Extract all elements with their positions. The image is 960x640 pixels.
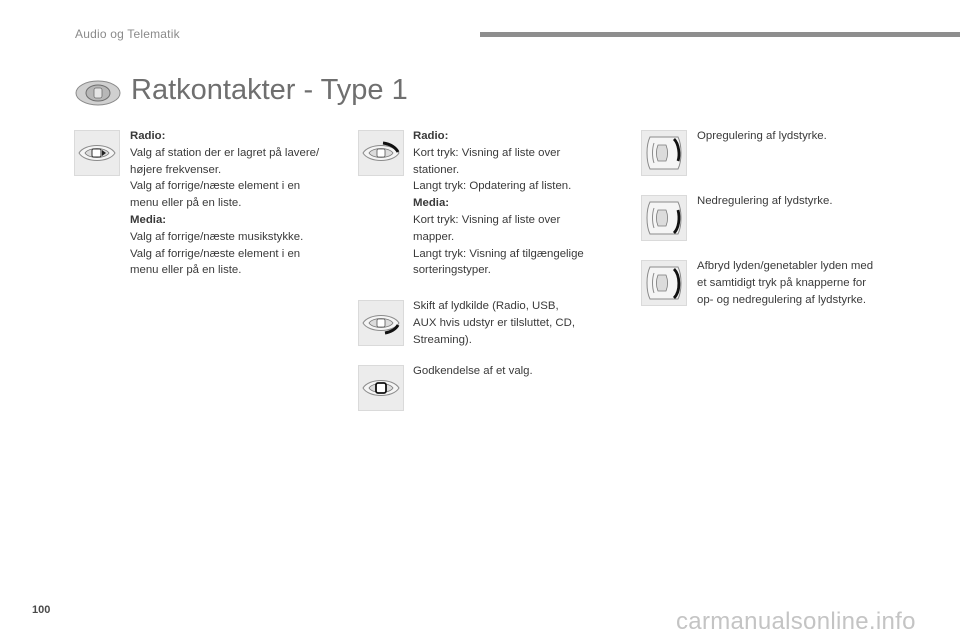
col2-line: mapper. <box>413 230 455 243</box>
confirm-switch-thumbnail <box>358 365 404 411</box>
col3-line: et samtidigt tryk på knapperne for <box>697 276 867 289</box>
col1-line: menu eller på en liste. <box>130 264 242 277</box>
col1-line: Radio: <box>130 130 166 142</box>
col3-item3-text <box>697 258 873 308</box>
col1-text <box>130 128 319 279</box>
col3-line: op- og nedregulering af lydstyrke. <box>697 293 867 306</box>
seek-switch-thumbnail <box>74 130 120 176</box>
col2-line: Streaming). <box>413 333 472 346</box>
col3-item1-text <box>697 128 827 145</box>
section-header: Audio og Telematik <box>75 27 180 41</box>
col1-line: Valg af forrige/næste musikstykke. <box>130 230 304 243</box>
steering-control-list-icon <box>359 131 403 175</box>
col2-line: Godkendelse af et valg. <box>413 365 533 377</box>
col2-line: Media: <box>413 197 450 210</box>
steering-switch-icon <box>74 78 122 108</box>
volume-up-thumbnail <box>641 130 687 176</box>
col2-item3-text <box>413 363 533 380</box>
col2-line: Kort tryk: Visning af liste over <box>413 146 561 159</box>
col2-line: Kort tryk: Visning af liste over <box>413 213 561 226</box>
col2-line: AUX hvis udstyr er tilsluttet, CD, <box>413 316 576 329</box>
col1-line: Valg af station der er lagret på lavere/ <box>130 146 320 159</box>
mute-control-icon <box>642 261 686 305</box>
col3-line: Nedregulering af lydstyrke. <box>697 195 833 207</box>
source-switch-thumbnail <box>358 300 404 346</box>
steering-control-source-icon <box>359 301 403 345</box>
col3-line: Afbryd lyden/genetabler lyden med <box>697 260 874 272</box>
col1-line: Valg af forrige/næste element i en <box>130 180 301 193</box>
steering-control-seek-icon <box>75 131 119 175</box>
col3-item2-text <box>697 193 833 210</box>
col1-line: menu eller på en liste. <box>130 197 242 210</box>
volume-down-control-icon <box>642 196 686 240</box>
steering-control-confirm-icon <box>359 366 403 410</box>
col2-item2-text <box>413 298 575 348</box>
watermark: carmanualsonline.info <box>676 608 916 635</box>
col3-line: Opregulering af lydstyrke. <box>697 130 827 142</box>
volume-down-thumbnail <box>641 195 687 241</box>
page-number: 100 <box>32 604 51 616</box>
col2-line: Langt tryk: Opdatering af listen. <box>413 180 572 193</box>
col2-line: stationer. <box>413 163 460 176</box>
col2-line: Skift af lydkilde (Radio, USB, <box>413 300 559 312</box>
col1-line: Media: <box>130 213 167 226</box>
col2-line: sorteringstyper. <box>413 264 491 277</box>
col1-line: Valg af forrige/næste element i en <box>130 247 301 260</box>
volume-up-control-icon <box>642 131 686 175</box>
col2-line: Radio: <box>413 130 449 142</box>
col1-line: højere frekvenser. <box>130 163 222 176</box>
mute-thumbnail <box>641 260 687 306</box>
header-bar <box>480 32 960 37</box>
list-switch-thumbnail <box>358 130 404 176</box>
col2-line: Langt tryk: Visning af tilgængelige <box>413 247 584 260</box>
col2-item1-text <box>413 128 584 279</box>
page-title: Ratkontakter - Type 1 <box>131 74 408 106</box>
